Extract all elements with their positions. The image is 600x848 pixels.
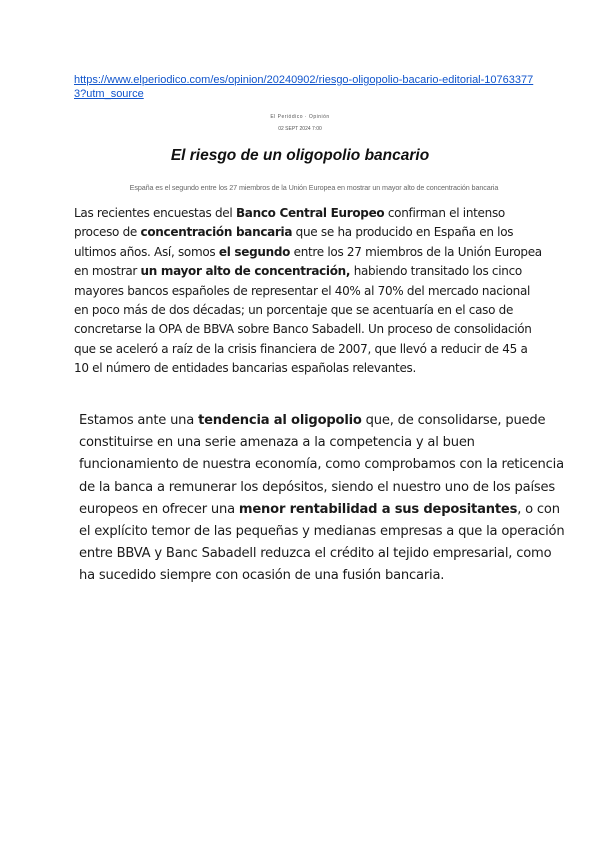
bold-run: tendencia al oligopolio: [198, 413, 362, 428]
article-title: El riesgo de un oligopolio bancario: [170, 147, 430, 164]
publish-date: 02 SEPT 2024 7:00: [278, 126, 322, 132]
text-run: entre los 27 miembros de la Unión Europea en mostrar: [74, 244, 542, 279]
text-run: que se ha producido en España en los ultimos años. Así, somos: [74, 225, 514, 259]
bold-run: el segundo: [218, 244, 291, 259]
article-subtitle: España es el segundo entre los 27 miembros de la Unión Europea en mostrar un mayor alto de concentración bancaria: [129, 183, 499, 192]
text-run: que, de consolidarse, puede constituirse en una serie amenaza a la competencia y al buen funcionamiento de nuestra economía, como comprobamos con la reticencia de la banca a remunerar los depósitos, siendo el nuestro uno de los países europeos en ofrecer una: [79, 413, 564, 517]
bold-run: Banco Central Europeo: [235, 206, 385, 220]
bold-run: un mayor alto de concentración,: [140, 264, 351, 279]
text-run: , o con el explícito temor de las pequeñas y medianas empresas a que la operación entre BBVA y Banc Sabadell reduzca el crédito al tejido empresarial, como ha sucedido siempre con ocasión de una fusión bancaria.: [79, 501, 565, 584]
text-run: habiendo transitado los cinco mayores bancos españoles de representar el 40% al 70% del mercado nacional en poco más de dos décadas; un porcentaje que se acentuaría en el caso de concretarse la OPA de BBVA sobre Banco Sabadell. Un proceso de consolidación que se aceleró a raíz de la crisis financiera de 2007, que llevó a reducir de 45 a 10 el número de entidades bancarias españolas relevantes.: [74, 264, 532, 376]
paragraph-1: [74, 204, 544, 379]
text-run: Estamos ante una: [79, 413, 199, 428]
bold-run: menor rentabilidad a sus depositantes: [238, 501, 518, 517]
source-url-link[interactable]: https://www.elperiodico.com/es/opinion/20240902/riesgo-oligopolio-bacario-editorial-107633773?utm_source: [74, 74, 534, 100]
source-name: El Periódico · Opinión: [270, 114, 330, 120]
text-run: Las recientes encuestas del: [74, 206, 236, 220]
bold-run: concentración bancaria: [140, 225, 293, 240]
text-run: confirman el intenso proceso de: [74, 206, 505, 240]
paragraph-2: [79, 410, 569, 588]
